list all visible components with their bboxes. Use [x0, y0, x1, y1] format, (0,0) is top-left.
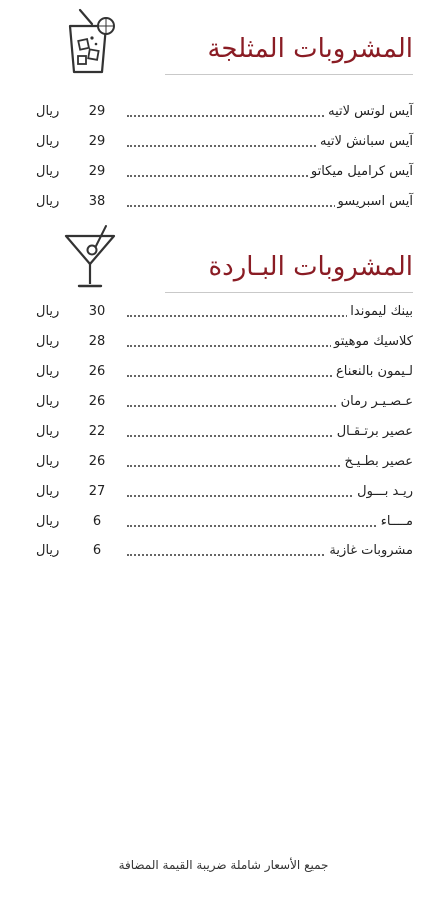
- menu-item: [0, 332, 447, 356]
- item-name: عـصـيـر رمان: [338, 394, 413, 409]
- item-name: آيس سبانش لاتيه: [317, 134, 413, 149]
- item-currency: ريال: [36, 364, 60, 379]
- item-price: 6: [92, 514, 102, 529]
- item-name: عصير برتـقـال: [334, 424, 413, 439]
- item-price: 22: [88, 424, 106, 439]
- item-price: 26: [88, 364, 106, 379]
- menu-item: [0, 302, 447, 326]
- menu-item: [0, 512, 447, 536]
- item-price: 26: [88, 394, 106, 409]
- iced-drink-glass-icon: [62, 6, 118, 74]
- item-name: مشروبات غازية: [326, 543, 413, 558]
- section-header-cold: [0, 224, 447, 296]
- item-name: لـيمون بالنعناع: [333, 364, 413, 379]
- menu-item: [0, 162, 447, 186]
- item-price: 6: [92, 543, 102, 558]
- item-currency: ريال: [36, 194, 60, 209]
- item-currency: ريال: [36, 514, 60, 529]
- section-divider: [165, 292, 413, 293]
- item-name: آيس كراميل ميكاتو: [308, 164, 413, 179]
- item-price: 29: [88, 104, 106, 119]
- section-divider: [165, 74, 413, 75]
- item-name: بينك ليموندا: [347, 304, 413, 319]
- menu-item: [0, 482, 447, 506]
- section-title-cold: المشروبات البـاردة: [208, 252, 413, 282]
- menu-item: [0, 192, 447, 216]
- menu-item: [0, 392, 447, 416]
- item-currency: ريال: [36, 543, 60, 558]
- menu-item: [0, 132, 447, 156]
- item-currency: ريال: [36, 104, 60, 119]
- item-name: كلاسيك موهيتو: [331, 334, 413, 349]
- item-name: عصير بطـيـخ: [342, 454, 413, 469]
- item-price: 29: [88, 134, 106, 149]
- item-currency: ريال: [36, 394, 60, 409]
- item-price: 29: [88, 164, 106, 179]
- menu-item: [0, 422, 447, 446]
- item-name: مــــاء: [378, 514, 413, 529]
- item-price: 30: [88, 304, 106, 319]
- section-header-iced: [0, 6, 447, 78]
- item-name: آيس اسبريسو: [335, 194, 413, 209]
- item-name: آيس لوتس لاتيه: [325, 104, 413, 119]
- vat-footer-note: جميع الأسعار شاملة ضريبة القيمة المضافة: [118, 858, 329, 872]
- menu-item: [0, 362, 447, 386]
- item-name: ريـد بـــول: [354, 484, 413, 499]
- item-price: 27: [88, 484, 106, 499]
- item-currency: ريال: [36, 134, 60, 149]
- dot-leader: [127, 525, 411, 527]
- menu-item: [0, 452, 447, 476]
- item-price: 26: [88, 454, 106, 469]
- item-currency: ريال: [36, 304, 60, 319]
- section-title-iced: المشروبات المثلجة: [207, 34, 413, 64]
- menu-item: [0, 102, 447, 126]
- item-currency: ريال: [36, 164, 60, 179]
- menu-item: [0, 541, 447, 565]
- item-price: 38: [88, 194, 106, 209]
- item-currency: ريال: [36, 334, 60, 349]
- cocktail-glass-icon: [62, 224, 118, 292]
- item-currency: ريال: [36, 424, 60, 439]
- item-currency: ريال: [36, 484, 60, 499]
- item-currency: ريال: [36, 454, 60, 469]
- item-price: 28: [88, 334, 106, 349]
